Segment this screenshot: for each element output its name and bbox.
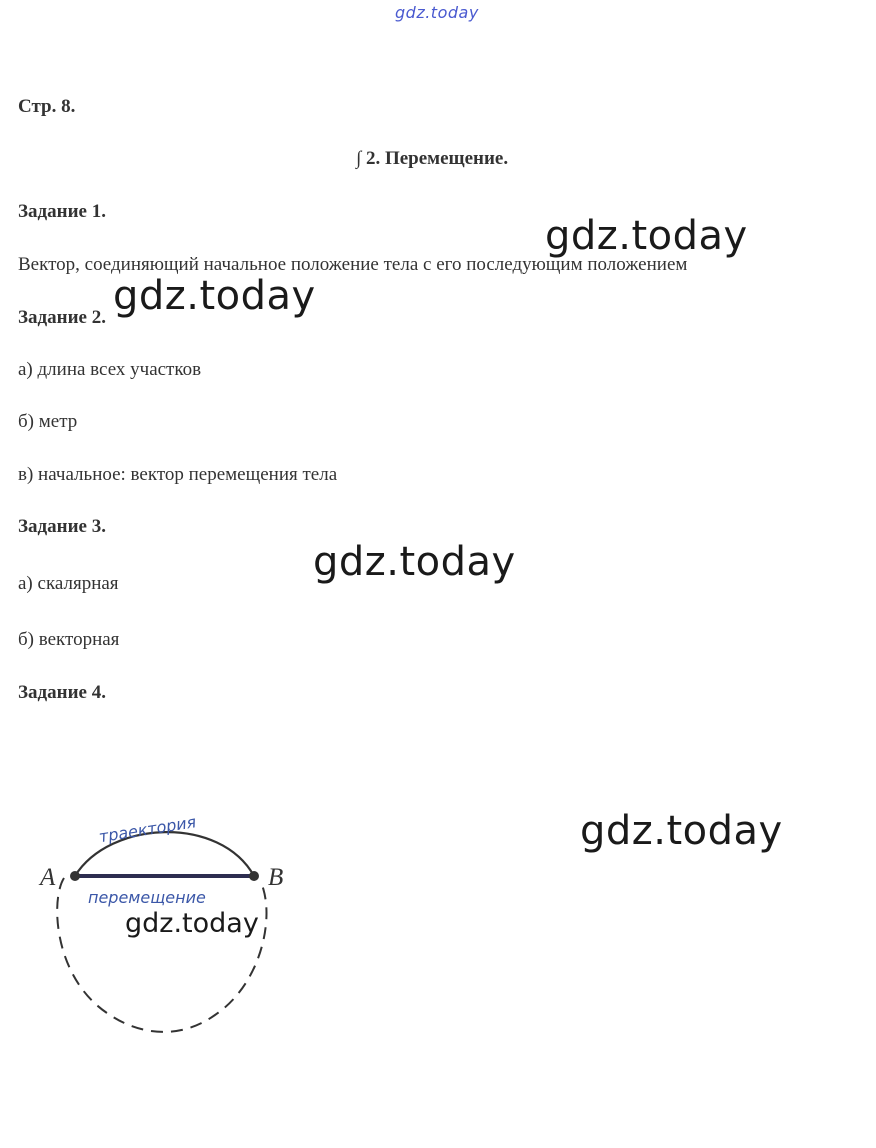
task-2-title: Задание 2.	[18, 307, 106, 328]
watermark-3: gdz.today	[313, 539, 516, 585]
trajectory-displacement-figure	[30, 790, 310, 1050]
task-3-title: Задание 3.	[18, 516, 106, 537]
point-b-label: B	[268, 864, 284, 891]
task-2-answer-b: б) метр	[18, 411, 78, 432]
task-2-answer-c: в) начальное: вектор перемещения тела	[18, 464, 338, 485]
section-title: ∫ 2. Перемещение.	[356, 148, 509, 169]
watermark-1: gdz.today	[545, 213, 748, 259]
watermark-5: gdz.today	[125, 908, 259, 939]
watermark-2: gdz.today	[113, 273, 316, 319]
watermark-4: gdz.today	[580, 808, 783, 854]
point-b-dot	[249, 871, 259, 881]
task-4-title: Задание 4.	[18, 682, 106, 703]
task-1-answer: Вектор, соединяющий начальное положение тела с его последующим положением	[18, 254, 688, 275]
point-a-dot	[70, 871, 80, 881]
task-2-answer-a: а) длина всех участков	[18, 359, 202, 380]
trajectory-label: траектория	[97, 812, 198, 847]
watermark-top: gdz.today	[395, 3, 479, 22]
task-3-answer-a: а) скалярная	[18, 573, 119, 594]
page-label: Стр. 8.	[18, 96, 76, 117]
point-a-label: A	[40, 864, 56, 891]
task-3-answer-b: б) векторная	[18, 629, 120, 650]
task-1-title: Задание 1.	[18, 201, 106, 222]
displacement-label: перемещение	[88, 888, 206, 907]
